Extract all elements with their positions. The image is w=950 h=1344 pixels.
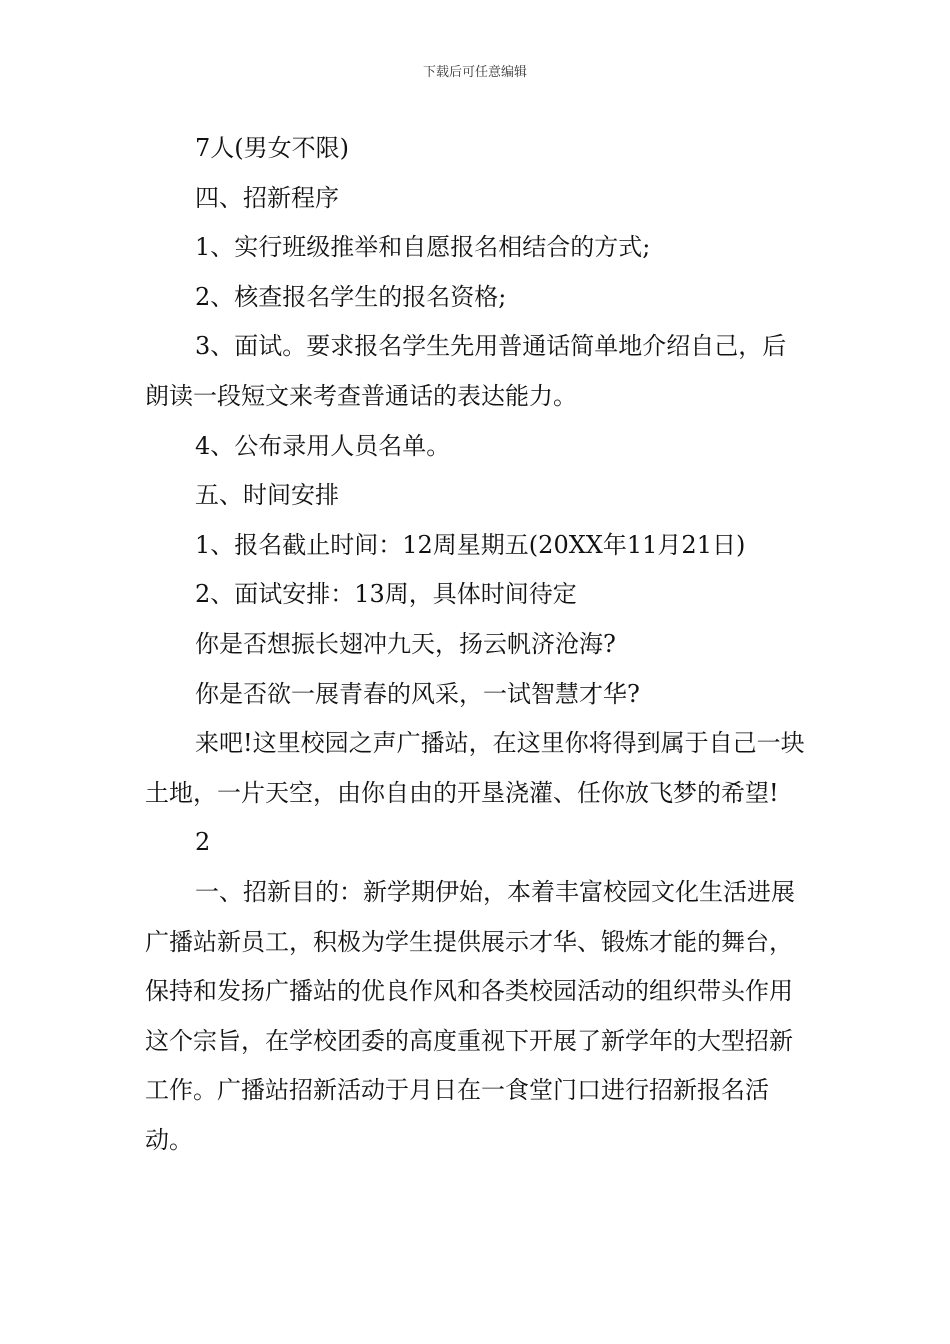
invitation-paragraph: 来吧!这里校园之声广播站，在这里你将得到属于自己一块土地，一片天空，由你自由的开垦浇灌、任你放飞梦的希望! [145, 729, 805, 807]
procedure-item-3: 3、面试。要求报名学生先用普通话简单地介绍自己，后朗读一段短文来考查普通话的表达能力。 [145, 332, 787, 410]
document-body [145, 124, 810, 1165]
procedure-item-4: 4、公布录用人员名单。 [195, 431, 451, 460]
paragraph-recruit-count: 7人(男女不限) [195, 134, 349, 162]
schedule-item-1: 1、报名截止时间：12周星期五(20XX年11月21日) [195, 530, 746, 559]
page-header: 下载后可任意编辑 [422, 65, 527, 80]
slogan-line-2: 你是否欲一展青春的风采，一试智慧才华? [195, 679, 640, 708]
procedure-item-2: 2、核查报名学生的报名资格; [195, 282, 507, 311]
procedure-item-1: 1、实行班级推举和自愿报名相结合的方式; [195, 233, 651, 262]
purpose-paragraph: 一、招新目的：新学期伊始，本着丰富校园文化生活进展广播站新员工，积极为学生提供展示才华、锻炼才能的舞台，保持和发扬广播站的优良作风和各类校园活动的组织带头作用这个宗旨，在学校团委的高度重视下开展了新学年的大型招新工作。广播站招新活动于月日在一食堂门口进行招新报名活动。 [145, 877, 795, 1154]
slogan-line-1: 你是否想振长翅冲九天，扬云帆济沧海? [195, 629, 616, 658]
section-heading-procedure: 四、招新程序 [195, 183, 339, 212]
schedule-item-2: 2、面试安排：13周，具体时间待定 [195, 580, 577, 609]
section-heading-schedule: 五、时间安排 [195, 481, 339, 510]
section-number: 2 [195, 828, 211, 857]
